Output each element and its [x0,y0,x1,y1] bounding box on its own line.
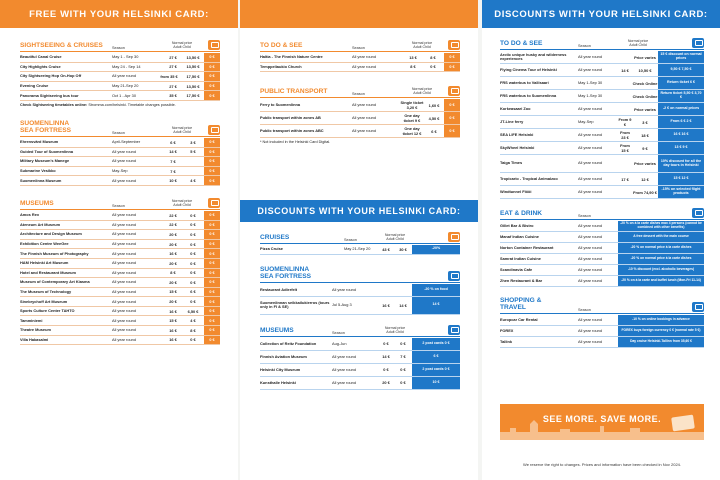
table-row: FOREX All year round FOREX buys foreign currency 0 € (normal rate 5 €) [500,326,704,337]
table-row: Helsinki City Museum All year round 0 € 0 € 2 post cards 0 € [260,364,460,377]
table-row: Exhibition Centre WeeGee All year round 20 € 0 € 0 € [20,240,220,250]
table-row: Gillet Bar & Bistro All year round -20 % on à la carte dishes max 4 persons (cannot be combined with other benefits) [500,221,704,232]
table-row: Amos Rex All year round 22 € 0 € 0 € [20,211,220,221]
table-row: Panorama Sightseeing bus tour Oct 1 - Apr 30 35 € 17,50 € 0 € [20,91,220,101]
season-label: Season [112,203,125,208]
table-row: Ateneum Art Museum All year round 22 € 0 € 0 € [20,221,220,231]
discounts-header: DISCOUNTS WITH YOUR HELSINKI CARD: [240,200,478,222]
eat-header [500,206,704,220]
table-row: Europcar Car Rental All year round -10 % on online bookings in advance [500,315,704,326]
section-title: MUSEUMS [20,200,54,208]
cruises-header [260,230,460,244]
table-row: Architecture and Design Museum All year round 20 € 0 € 0 € [20,230,220,240]
museums-disc-section [260,323,460,390]
left-column [20,38,220,352]
table-row: Tamminiemi All year round 15 € 4 € 0 € [20,316,220,326]
table-row: Collection of Reitz Foundation Aug-Jun 0 € 0 € 2 post cards 0 € [260,338,460,351]
table-row: Evening Cruise May 21-Sep 20 27 € 13,50 € 0 € [20,82,220,92]
section-title: SHOPPING & TRAVEL [500,297,542,312]
table-row: Guided Tour of Suomenlinna All year round 14 € 5 € 0 € [20,148,220,158]
table-row: FRS waterbus to Vallisaari May 1-Sep 30 Check Online Return ticket 6 € [500,77,704,90]
table-row: Zhen Restaurant & Bar All year round -20 % on à la carte and buffet lunch (Mon-Fri 11-14) [500,276,704,287]
middle-band [240,0,478,28]
middle-discount-column [260,230,460,397]
todo-free-header [260,38,460,52]
table-row: Submarine Vesikko May-Sep 7 € 0 € [20,167,220,177]
table-row: Suomenlinna Museum All year round 10 € 4 € 0 € [20,176,220,186]
middle-page [240,0,478,480]
section-title: CRUISES [260,234,290,242]
suomenlinna-disc-section [260,263,460,315]
season-label: Season [352,92,365,97]
helsinki-card-icon [448,271,460,281]
suomenlinna-disc-header [260,263,460,283]
season-label: Season [578,214,591,218]
table-row: Sinebrychoff Art Museum All year round 20 € 0 € 0 € [20,297,220,307]
table-row: Restaurant Adlerfelt All year round -20 % on food [260,284,460,297]
table-row: Manaf Indian Cuisine All year round A free dessert with the main course [500,232,704,243]
table-row: Museum of Contemporary Art Kiasma All year round 20 € 0 € 0 € [20,278,220,288]
table-row: Finnish Aviation Museum All year round 14 € 7 € 6 € [260,351,460,364]
helsinki-card-icon [208,125,220,135]
price-label: Normal price Adult Child [411,41,433,50]
section-title: SUOMENLINNA SEA FORTRESS [20,120,72,135]
museums-rows [20,211,220,345]
price-label: Normal price Adult Child [171,41,193,50]
table-row: Scandinavia Cafe All year round -10 % discount (excl. alcoholic beverages) [500,265,704,276]
table-row: Sports Culture Center TAHTO All year round 16 € 6,50 € 0 € [20,307,220,317]
middle-column [260,38,460,151]
helsinki-card-icon [692,38,704,48]
table-row: SEA LIFE Helsinki All year round From 23 € 18 € 16 € 16 € [500,129,704,142]
todo-free-section [260,38,460,72]
season-label: Season [344,238,357,242]
price-label: Normal price Adult Child [384,325,406,334]
season-label: Season [112,46,125,50]
timetable-note: Check Sightseeing timetables online: Stromma.com/helsinki. Timetable changes possible. [20,102,176,107]
helsinki-card-icon [208,198,220,208]
table-row: City Highlights Cruise May 24 - Sep 14 27 € 13,50 € 0 € [20,63,220,73]
banner-text: SEE MORE. SAVE MORE. [542,414,662,424]
table-row: Ferry to Suomenlinna All year round Single ticket 3,20 € 1,60 € 0 € [260,99,460,112]
price-label: Normal price Adult Child [627,39,649,48]
shopping-header [500,294,704,314]
table-row: Villa Hakasalmi All year round 16 € 0 € 0 € [20,336,220,346]
table-row: Flying Cinema Tour of Helsinki All year round 14 € 10,50 € 9,50 € 7,50 € [500,64,704,77]
section-title: SIGHTSEEING & CRUISES [20,42,103,50]
table-row: SkyWheel Helsinki All year round From 15 € 9 € 13 € 9 € [500,142,704,155]
table-row: Military Museum's Manege All year round 7 € 0 € [20,157,220,167]
season-label: Season [332,330,345,335]
table-row: JT-Line ferry May-Sep From 9 € 3 € From 6 € 2 € [500,116,704,129]
table-row: Public transport within zones AB All year round One day ticket 9 € 4,50 € 0 € [260,112,460,125]
table-row: Hotel and Restaurant Museum All year round 8 € 0 € 0 € [20,269,220,279]
table-row: Temppeliaukio Church All year round 8 € 0 € 0 € [260,63,460,73]
table-row: Arctic unique husky and wilderness experiences All year round Price varies 15 € discount on normal prices [500,51,704,64]
helsinki-card-icon [692,208,704,218]
left-page [0,0,238,480]
todo-disc-header [500,36,704,50]
table-row: Tropicario - Tropical Animalzoo All year round 17 € 12 € 15 € 12 € [500,173,704,186]
table-row: The Finnish Museum of Photography All year round 16 € 0 € 0 € [20,249,220,259]
season-label: Season [112,130,125,135]
suomenlinna-header [20,117,220,137]
table-row: FRS waterbus to Suomenlinna May 1-Sep 30 Check Online Return ticket 5,50 € 3,70 € [500,90,704,103]
table-row: Pizza Cruise May 21-Sep 20 43 € 30 € -20% [260,245,460,255]
season-label: Season [578,308,591,312]
helsinki-card-icon [692,302,704,312]
price-label: Normal price Adult Child [171,126,193,135]
helsinki-card-icon [448,86,460,96]
table-row: Theatre Museum All year round 16 € 8 € 0 € [20,326,220,336]
table-row: Kunsthalle Helsinki All year round 20 € 0 € 10 € [260,377,460,390]
shopping-section [500,294,704,348]
table-row: Norton Container Restaurant All year round -20 % on normal price à la carte dishes [500,243,704,254]
transport-section [260,84,460,144]
price-label: Normal price Adult Child [384,233,406,242]
table-row: Tallink All year round Day cruise Helsinki-Tallinn from 35,60 € [500,337,704,348]
section-title: TO DO & SEE [500,40,543,48]
table-row: Ehrensvärd Museum April-September 6 € 3 € 0 € [20,138,220,148]
right-column [500,36,704,355]
table-row: Taiga Times All year round Price varies 10% discount for all the day tours in Helsinki [500,155,704,173]
table-row: Korkeasaari Zoo All year round Price varies -2 € on normal prices [500,103,704,116]
helsinki-card-icon [208,40,220,50]
sightseeing-rows [20,53,220,101]
museums-section [20,196,220,345]
right-page [482,0,720,480]
table-row: Samrat Indian Cuisine All year round -20 % on normal price à la carte dishes [500,254,704,265]
museums-header [20,196,220,210]
sightseeing-section [20,38,220,107]
price-label: Normal price Adult Child [171,199,193,207]
transport-header [260,84,460,98]
middle-discount-band [240,200,478,222]
table-row: Beautiful Canal Cruise May 1 - Sep 30 27 € 13,50 € 0 € [20,53,220,63]
section-title: PUBLIC TRANSPORT [260,88,328,96]
section-title: TO DO & SEE [260,42,303,50]
footer-note: We reserve the right to changes. Prices and information have been checked in Nov 2024. [522,462,682,467]
cruises-section [260,230,460,255]
table-row: Public transport within zones ABC All year round One day ticket 12 € 6 € 0 € [260,125,460,138]
free-header: FREE WITH YOUR HELSINKI CARD: [0,0,238,28]
table-row: Suomenlinnan seikkailukierros (tours only in FI & SE) Jul 5-Aug 3 16 € 14 € 14 € [260,297,460,315]
museums-disc-header [260,323,460,337]
table-row: Haltia - The Finnish Nature Centre All year round 13 € 8 € 0 € [260,53,460,63]
price-label: Normal price Adult Child [411,87,433,96]
table-row: HAM Helsinki Art Museum All year round 20 € 0 € 0 € [20,259,220,269]
digital-note: * Not included in the Helsinki Card Digital. [260,140,331,145]
section-title: SUOMENLINNA SEA FORTRESS [260,265,312,280]
suomenlinna-section [20,117,220,186]
helsinki-card-icon [448,40,460,50]
season-label: Season [578,44,591,48]
table-row: City Sightseeing Hop On-Hop Off All year round from 35 € 17,50 € 0 € [20,72,220,82]
season-label: Season [352,46,365,50]
eat-section [500,206,704,287]
table-row: The Museum of Technology All year round 15 € 6 € 0 € [20,288,220,298]
helsinki-card-icon [448,232,460,242]
sightseeing-header [20,38,220,52]
promo-banner [500,404,704,440]
section-title: EAT & DRINK [500,210,543,218]
todo-disc-section [500,36,704,199]
table-row: Windtunnel Flööi All year round From 74,90 € -15% on selected flight products [500,186,704,199]
right-discounts-header: DISCOUNTS WITH YOUR HELSINKI CARD: [482,0,720,28]
section-title: MUSEUMS [260,326,294,334]
helsinki-card-icon [448,325,460,335]
